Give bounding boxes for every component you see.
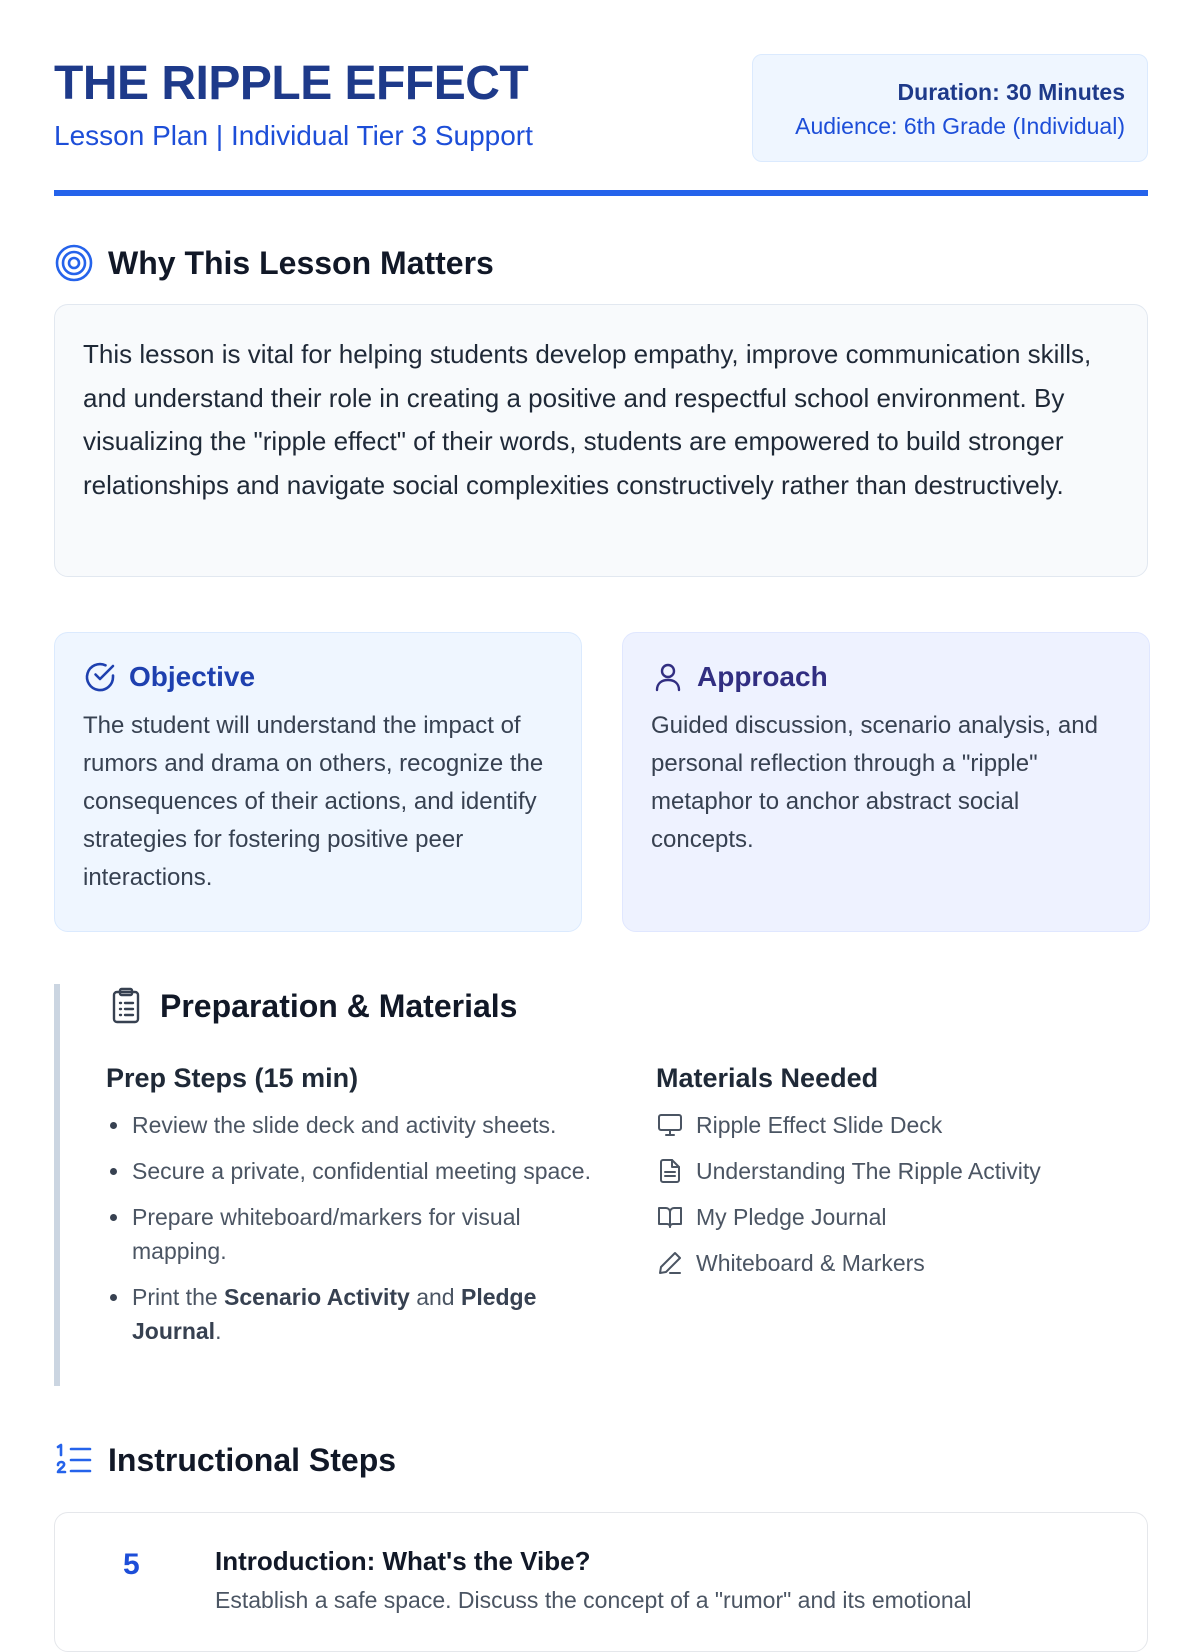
target-icon: [54, 243, 94, 283]
header-divider: [54, 190, 1148, 196]
approach-card: [622, 632, 1150, 932]
prep-steps-list: [106, 1108, 606, 1360]
material-item: [656, 1246, 1136, 1280]
numbered-list-icon: [54, 1440, 94, 1480]
list-item: Review the slide deck and activity sheets.: [106, 1108, 606, 1142]
preparation-heading-row: [106, 984, 517, 1028]
objective-title: Objective: [129, 661, 256, 692]
step-card: [54, 1512, 1148, 1652]
list-item: Secure a private, confidential meeting space.: [106, 1154, 606, 1188]
monitor-icon: [656, 1111, 684, 1139]
book-open-icon: [656, 1203, 684, 1231]
why-card: [54, 304, 1148, 577]
print-suffix: .: [215, 1318, 222, 1344]
pencil-icon: [656, 1249, 684, 1277]
scenario-activity-label: Scenario Activity: [224, 1284, 410, 1310]
list-item: [106, 1280, 606, 1348]
objective-text: The student will understand the impact of rumors and drama on others, recognize the consequences of their actions, and identify strategies for fostering positive peer interactions.: [83, 712, 544, 891]
approach-text: Guided discussion, scenario analysis, and personal reflection through a "ripple" metaphor to anchor abstract social concepts.: [651, 712, 1098, 853]
material-item: [656, 1108, 1136, 1142]
material-label: Whiteboard & Markers: [696, 1250, 925, 1276]
step-title: Introduction: What's the Vibe?: [215, 1546, 591, 1576]
lesson-meta-box: [752, 54, 1148, 162]
why-text: This lesson is vital for helping students develop empathy, improve communication skills, and understand their role in creating a positive and respectful school environment. By visualizing the "ripple effect" of their words, students are empowered to build stronger relationships and navigate social complexities constructively rather than destructively.: [83, 339, 1092, 500]
material-label: My Pledge Journal: [696, 1204, 887, 1230]
page-header: [54, 54, 1148, 198]
user-icon: [651, 660, 685, 694]
page-title: THE RIPPLE EFFECT: [54, 57, 529, 110]
material-label: Ripple Effect Slide Deck: [696, 1112, 943, 1138]
steps-heading: Instructional Steps: [108, 1442, 397, 1478]
check-circle-icon: [83, 660, 117, 694]
material-item: [656, 1154, 1136, 1188]
preparation-section: [54, 984, 1148, 1386]
list-item: Prepare whiteboard/markers for visual mapping.: [106, 1200, 606, 1268]
why-section-heading: [54, 243, 494, 283]
prep-steps-title: Prep Steps (15 min): [106, 1063, 359, 1093]
page-subtitle: Lesson Plan | Individual Tier 3 Support: [54, 120, 533, 151]
why-heading: Why This Lesson Matters: [108, 245, 494, 281]
step-number: 5: [123, 1548, 140, 1581]
document-icon: [656, 1157, 684, 1185]
material-label: Understanding The Ripple Activity: [696, 1158, 1041, 1184]
pledge-journal-label: Pledge Journal: [132, 1284, 537, 1344]
materials-title: Materials Needed: [656, 1063, 879, 1093]
preparation-heading: Preparation & Materials: [160, 988, 518, 1024]
steps-section-heading: [54, 1440, 396, 1480]
approach-title: Approach: [697, 661, 828, 692]
clipboard-list-icon: [106, 986, 146, 1026]
materials-list: [656, 1108, 1136, 1292]
material-item: [656, 1200, 1136, 1234]
step-description: Establish a safe space. Discuss the concept of a "rumor" and its emotional: [215, 1587, 972, 1613]
audience-label: Audience: 6th Grade (Individual): [795, 113, 1125, 139]
print-middle: and: [409, 1284, 461, 1310]
print-prefix: Print the: [132, 1284, 225, 1310]
objective-card: [54, 632, 582, 932]
duration-label: Duration: 30 Minutes: [897, 79, 1125, 105]
